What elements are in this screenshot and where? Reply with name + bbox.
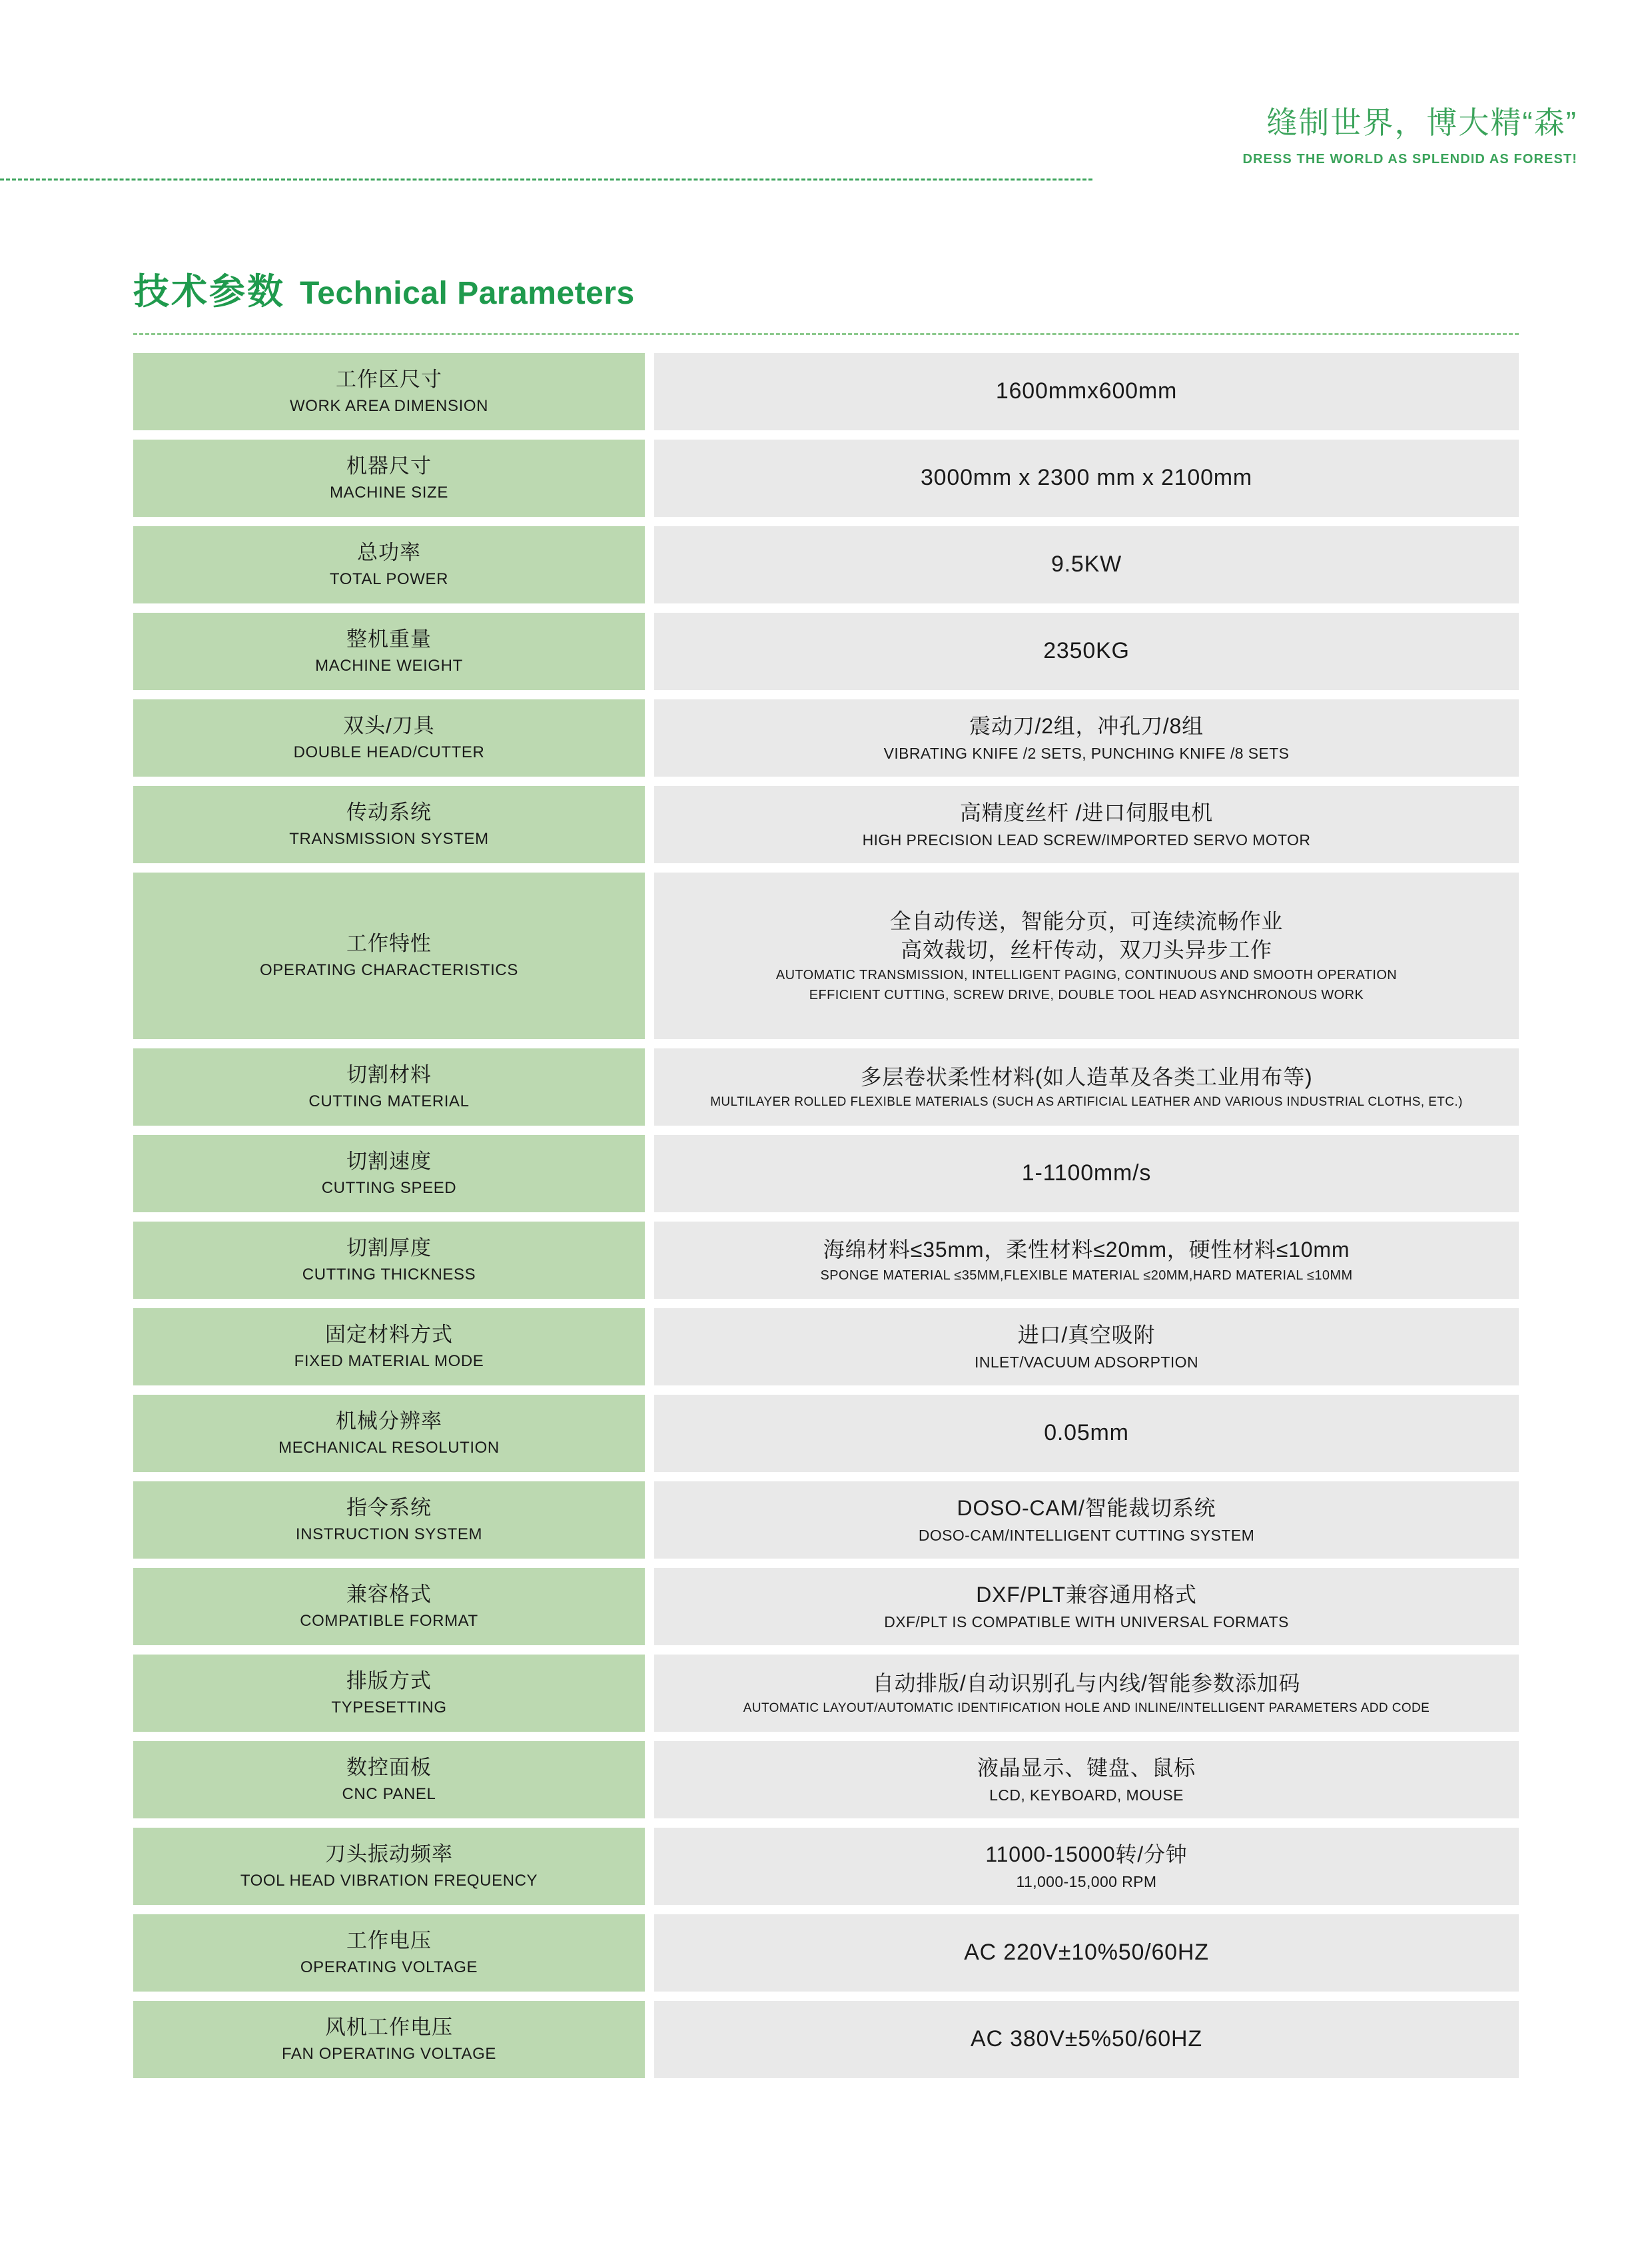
- parameter-value-cell: [654, 1655, 1519, 1732]
- parameter-label-cn: 机械分辨率: [336, 1409, 442, 1433]
- parameter-label-cell: [133, 873, 645, 1039]
- parameter-value-cn: 全自动传送，智能分页，可连续流畅作业: [889, 909, 1284, 933]
- parameter-value-cn: 多层卷状柔性材料(如人造革及各类工业用布等): [860, 1065, 1313, 1090]
- parameter-label-cell: [133, 1135, 645, 1212]
- parameter-label-cell: [133, 526, 645, 603]
- table-row: [133, 1048, 1519, 1126]
- page-title-en: Technical Parameters: [300, 276, 635, 311]
- parameter-label-en: FIXED MATERIAL MODE: [294, 1351, 484, 1370]
- parameter-value-cell: [654, 526, 1519, 603]
- parameter-label-cn: 兼容格式: [346, 1583, 432, 1607]
- parameter-value-cn: 进口/真空吸附: [1017, 1323, 1156, 1347]
- parameter-label-cell: [133, 2001, 645, 2078]
- parameter-label-cn: 固定材料方式: [325, 1323, 453, 1347]
- parameter-value-cn-2: 高效裁切，丝杆传动，双刀头异步工作: [901, 938, 1272, 962]
- parameter-value-cn: 震动刀/2组，冲孔刀/8组: [969, 714, 1204, 739]
- parameter-value-en: DXF/PLT IS COMPATIBLE WITH UNIVERSAL FORMATS: [884, 1613, 1289, 1631]
- parameter-value-en: INLET/VACUUM ADSORPTION: [975, 1353, 1198, 1371]
- parameter-value-en-2: EFFICIENT CUTTING, SCREW DRIVE, DOUBLE TOOL HEAD ASYNCHRONOUS WORK: [809, 988, 1364, 1003]
- parameter-value-cn: DOSO-CAM/智能裁切系统: [957, 1496, 1216, 1521]
- parameter-label-cell: [133, 1741, 645, 1818]
- parameter-value-en: AUTOMATIC TRANSMISSION, INTELLIGENT PAGING, CONTINUOUS AND SMOOTH OPERATION: [775, 968, 1398, 983]
- table-row: [133, 613, 1519, 690]
- parameter-label-en: TOTAL POWER: [329, 569, 449, 588]
- parameter-value-cn: 自动排版/自动识别孔与内线/智能参数添加码: [872, 1671, 1301, 1696]
- page-title: [133, 263, 635, 314]
- parameter-value-cell: [654, 1222, 1519, 1299]
- parameter-label-cell: [133, 440, 645, 517]
- parameter-label-cn: 切割材料: [346, 1063, 432, 1087]
- table-row: [133, 1568, 1519, 1645]
- parameter-label-cn: 工作区尺寸: [336, 368, 442, 392]
- parameter-label-en: COMPATIBLE FORMAT: [300, 1611, 478, 1630]
- table-row: [133, 1395, 1519, 1472]
- parameter-value-en: VIBRATING KNIFE /2 SETS, PUNCHING KNIFE /8 SETS: [883, 744, 1290, 762]
- parameter-value-cell: [654, 2001, 1519, 2078]
- table-row: [133, 699, 1519, 777]
- table-row: [133, 1222, 1519, 1299]
- table-row: [133, 440, 1519, 517]
- table-row: [133, 873, 1519, 1039]
- parameter-value-cell: [654, 1308, 1519, 1385]
- table-row: [133, 1135, 1519, 1212]
- table-row: [133, 526, 1519, 603]
- parameter-label-cell: [133, 1481, 645, 1559]
- parameter-label-cn: 总功率: [357, 541, 421, 565]
- parameter-value-cn: 1-1100mm/s: [1021, 1160, 1152, 1186]
- parameter-label-cn: 工作特性: [346, 932, 432, 956]
- parameter-label-en: CNC PANEL: [342, 1784, 436, 1803]
- parameter-label-en: CUTTING MATERIAL: [308, 1092, 470, 1110]
- parameter-value-cell: [654, 353, 1519, 430]
- parameter-value-cn: AC 220V±10%50/60HZ: [964, 1940, 1209, 1966]
- parameter-value-cn: 0.05mm: [1044, 1420, 1129, 1446]
- parameter-label-cn: 整机重量: [346, 627, 432, 651]
- parameter-value-cell: [654, 1481, 1519, 1559]
- parameter-label-en: WORK AREA DIMENSION: [289, 396, 489, 415]
- parameter-label-cell: [133, 1914, 645, 1992]
- parameter-label-cell: [133, 1308, 645, 1385]
- table-row: [133, 1308, 1519, 1385]
- parameter-label-cell: [133, 1568, 645, 1645]
- parameter-label-cn: 切割厚度: [346, 1236, 432, 1260]
- parameter-label-en: OPERATING VOLTAGE: [300, 1958, 478, 1976]
- parameter-value-cn: DXF/PLT兼容通用格式: [976, 1583, 1197, 1607]
- table-row: [133, 2001, 1519, 2078]
- parameter-label-cn: 排版方式: [346, 1669, 432, 1693]
- parameter-value-cn: 11000-15000转/分钟: [985, 1842, 1188, 1867]
- table-row: [133, 1914, 1519, 1992]
- parameter-label-en: CUTTING THICKNESS: [302, 1265, 476, 1284]
- parameter-value-cell: [654, 1914, 1519, 1992]
- table-row: [133, 1828, 1519, 1905]
- parameter-label-cn: 工作电压: [346, 1929, 432, 1953]
- parameter-value-cell: [654, 873, 1519, 1039]
- page-title-cn: 技术参数: [133, 272, 285, 312]
- parameter-label-en: MECHANICAL RESOLUTION: [278, 1438, 500, 1457]
- table-row: [133, 1655, 1519, 1732]
- parameter-value-cn: 2350KG: [1043, 638, 1130, 664]
- parameter-label-en: TOOL HEAD VIBRATION FREQUENCY: [240, 1871, 538, 1890]
- parameter-value-cn: 3000mm x 2300 mm x 2100mm: [920, 465, 1253, 491]
- parameter-value-cn: 液晶显示、键盘、鼠标: [977, 1756, 1196, 1780]
- parameter-value-en: DOSO-CAM/INTELLIGENT CUTTING SYSTEM: [918, 1526, 1255, 1544]
- table-row: [133, 786, 1519, 863]
- header-slogan-cn: 缝制世界，博大精“森”: [1266, 105, 1577, 140]
- parameter-value-cell: [654, 440, 1519, 517]
- parameter-value-en: AUTOMATIC LAYOUT/AUTOMATIC IDENTIFICATION HOLE AND INLINE/INTELLIGENT PARAMETERS ADD CODE: [743, 1701, 1430, 1716]
- title-divider: [133, 333, 1519, 335]
- parameter-value-cn: 海绵材料≤35mm，柔性材料≤20mm，硬性材料≤10mm: [823, 1238, 1350, 1262]
- parameter-label-cell: [133, 613, 645, 690]
- parameter-value-cn: 9.5KW: [1050, 552, 1122, 577]
- parameter-label-cell: [133, 1395, 645, 1472]
- parameter-label-en: MACHINE WEIGHT: [315, 656, 463, 675]
- parameter-label-cell: [133, 786, 645, 863]
- parameter-label-en: MACHINE SIZE: [330, 483, 448, 502]
- parameter-label-cn: 指令系统: [346, 1496, 432, 1520]
- parameter-value-cn: 高精度丝杆 /进口伺服电机: [959, 801, 1214, 825]
- parameter-label-en: OPERATING CHARACTERISTICS: [260, 960, 518, 979]
- parameter-value-cell: [654, 1568, 1519, 1645]
- parameter-value-en: SPONGE MATERIAL ≤35MM,FLEXIBLE MATERIAL ≤20MM,HARD MATERIAL ≤10MM: [820, 1268, 1353, 1283]
- parameter-value-cn: AC 380V±5%50/60HZ: [971, 2026, 1202, 2052]
- parameter-value-en: MULTILAYER ROLLED FLEXIBLE MATERIALS (SUCH AS ARTIFICIAL LEATHER AND VARIOUS INDUSTRIAL CLOTHS, ETC.): [710, 1095, 1463, 1110]
- parameter-label-en: TRANSMISSION SYSTEM: [289, 829, 489, 848]
- parameter-label-cn: 刀头振动频率: [325, 1842, 453, 1866]
- parameter-label-cell: [133, 1222, 645, 1299]
- table-row: [133, 1741, 1519, 1818]
- parameter-label-en: INSTRUCTION SYSTEM: [295, 1525, 483, 1543]
- parameter-value-en: HIGH PRECISION LEAD SCREW/IMPORTED SERVO MOTOR: [862, 831, 1311, 849]
- parameter-label-cell: [133, 1655, 645, 1732]
- parameter-label-cell: [133, 1048, 645, 1126]
- parameter-label-cn: 双头/刀具: [343, 714, 435, 738]
- header-divider: [0, 179, 1092, 181]
- parameter-value-cell: [654, 1135, 1519, 1212]
- parameter-value-cell: [654, 1395, 1519, 1472]
- parameter-value-cell: [654, 1828, 1519, 1905]
- parameter-value-cell: [654, 699, 1519, 777]
- page-header: [0, 0, 1652, 200]
- parameter-value-cell: [654, 1741, 1519, 1818]
- parameter-label-cell: [133, 353, 645, 430]
- parameter-label-cn: 切割速度: [346, 1150, 432, 1174]
- parameter-label-cn: 数控面板: [346, 1756, 432, 1780]
- parameter-label-cn: 传动系统: [346, 801, 432, 825]
- parameter-value-cell: [654, 613, 1519, 690]
- parameter-label-en: DOUBLE HEAD/CUTTER: [293, 743, 485, 761]
- parameter-value-en: LCD, KEYBOARD, MOUSE: [989, 1786, 1184, 1804]
- parameter-label-cn: 机器尺寸: [346, 454, 432, 478]
- parameter-value-cell: [654, 1048, 1519, 1126]
- parameter-value-en: 11,000-15,000 RPM: [1016, 1872, 1157, 1890]
- parameter-label-en: FAN OPERATING VOLTAGE: [282, 2044, 496, 2063]
- parameter-label-cell: [133, 699, 645, 777]
- technical-parameters-table: [133, 353, 1519, 2087]
- parameter-label-en: CUTTING SPEED: [321, 1178, 457, 1197]
- table-row: [133, 353, 1519, 430]
- parameter-value-cell: [654, 786, 1519, 863]
- parameter-value-cn: 1600mmx600mm: [995, 378, 1178, 404]
- header-slogan-en: DRESS THE WORLD AS SPLENDID AS FOREST!: [1242, 152, 1577, 167]
- parameter-label-en: TYPESETTING: [331, 1698, 447, 1716]
- parameter-label-cell: [133, 1828, 645, 1905]
- parameter-label-cn: 风机工作电压: [325, 2016, 453, 2040]
- table-row: [133, 1481, 1519, 1559]
